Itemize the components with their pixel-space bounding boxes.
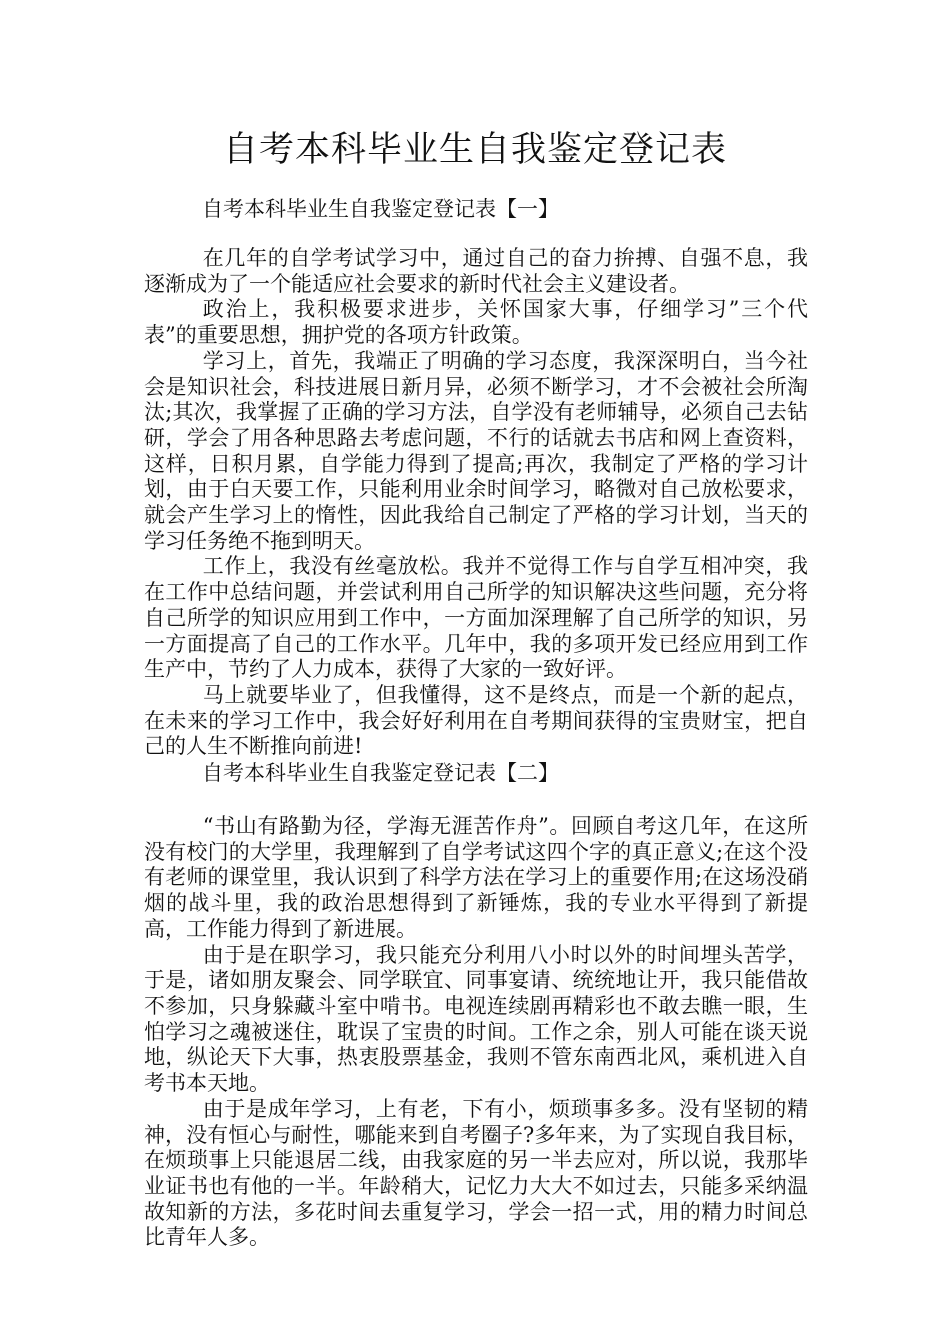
section-2-paragraph-2: 由于是在职学习，我只能充分利用八小时以外的时间埋头苦学，于是，诸如朋友聚会、同学联宜、同事宴请、统统地让开，我只能借故不参加，只身躲藏斗室中啃书。电视连续剧再精彩也不敢去瞧一眼，生怕学习之魂被迷住，耽误了宝贵的时间。工作之余，别人可能在谈天说地，纵论天下大事，热衷股票基金，我则不管东南西北风，乘机进入自考书本天地。 bbox=[144, 942, 808, 1096]
section-heading-2: 自考本科毕业生自我鉴定登记表【二】 bbox=[202, 761, 559, 786]
section-1-paragraph-5: 马上就要毕业了，但我懂得，这不是终点，而是一个新的起点，在未来的学习工作中，我会好好利用在自考期间获得的宝贵财宝，把自己的人生不断推向前进! bbox=[144, 682, 808, 759]
document-title: 自考本科毕业生自我鉴定登记表 bbox=[222, 130, 727, 170]
section-2-paragraph-3: 由于是成年学习，上有老，下有小，烦琐事多多。没有坚韧的精神，没有恒心与耐性，哪能来到自考圈子?多年来，为了实现自我目标，在烦琐事上只能退居二线，由我家庭的另一半去应对，所以说，我那毕业证书也有他的一半。年龄稍大，记忆力大大不如过去，只能多采纳温故知新的方法，多花时间去重复学习，学会一招一式，用的精力时间总比青年人多。 bbox=[144, 1096, 808, 1250]
section-1-paragraph-4: 工作上，我没有丝毫放松。我并不觉得工作与自学互相冲突，我在工作中总结问题，并尝试利用自己所学的知识解决这些问题，充分将自己所学的知识应用到工作中，一方面加深理解了自己所学的知识，另一方面提高了自己的工作水平。几年中，我的多项开发已经应用到工作生产中，节约了人力成本，获得了大家的一致好评。 bbox=[144, 554, 808, 682]
section-1-paragraph-1: 在几年的自学考试学习中，通过自己的奋力拚搏、自强不息，我逐渐成为了一个能适应社会要求的新时代社会主义建设者。 bbox=[144, 246, 808, 296]
section-1-paragraph-3: 学习上，首先，我端正了明确的学习态度，我深深明白，当今社会是知识社会，科技进展日新月异，必须不断学习，才不会被社会所淘汰;其次，我掌握了正确的学习方法，自学没有老师辅导，必须自己去钻研，学会了用各种思路去考虑问题，不行的话就去书店和网上查资料，这样，日积月累，自学能力得到了提高;再次，我制定了严格的学习计划，由于白天要工作，只能利用业余时间学习，略微对自己放松要求，就会产生学习上的惰性，因此我给自己制定了严格的学习计划，当天的学习任务绝不拖到明天。 bbox=[144, 348, 808, 553]
document-body bbox=[144, 196, 808, 1251]
section-heading-1: 自考本科毕业生自我鉴定登记表【一】 bbox=[202, 197, 559, 221]
section-1-paragraph-2: 政治上，我积极要求进步，关怀国家大事，仔细学习”三个代表”的重要思想，拥护党的各项方针政策。 bbox=[144, 297, 808, 348]
section-2-paragraph-1: “书山有路勤为径，学海无涯苦作舟”。回顾自考这几年，在这所没有校门的大学里，我理解到了自学考试这四个字的真正意义;在这个没有老师的课堂里，我认识到了科学方法在学习上的重要作用;在这场没硝烟的战斗里，我的政治思想得到了新锤炼，我的专业水平得到了新提高，工作能力得到了新进展。 bbox=[144, 814, 808, 941]
